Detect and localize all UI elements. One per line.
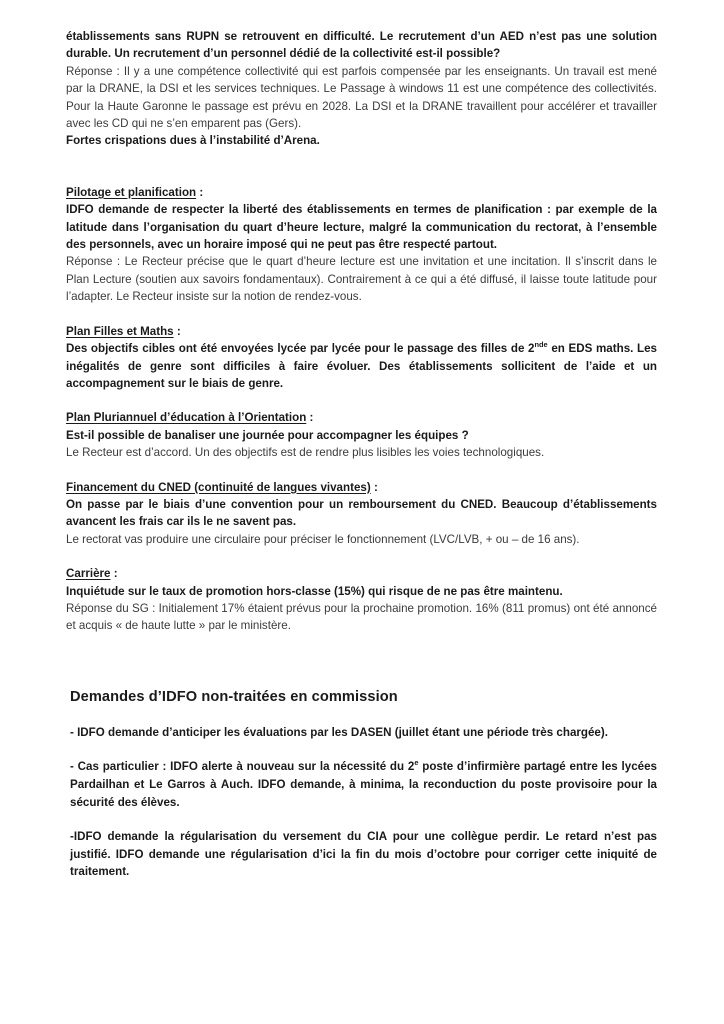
spacer [66, 392, 657, 409]
intro-closing: Fortes crispations dues à l’instabilité d’Arena. [66, 134, 320, 148]
demandes-item-2 [70, 758, 657, 811]
section-cned [66, 479, 657, 549]
filles-maths-body [66, 340, 657, 392]
filles-maths-body-part1: Des objectifs cibles ont été envoyées lycée par lycée pour le passage des filles de 2 [66, 342, 535, 356]
intro-answer: Réponse : Il y a une compétence collectivité qui est parfois compensée par les enseignants. Un travail est mené par la DRANE, la DSI et les services techniques. Le Passage à windows 11 est une compétence des collectivités. Pour la Haute Garonne le passage est prévu en 2028. La DSI et la DRANE travaillent pour accélérer et travailler avec les CD qui ne s’en emparent pas (Gers). [66, 64, 657, 131]
carriere-heading [66, 565, 657, 582]
pilotage-heading-colon: : [196, 185, 204, 199]
demandes-item-1: - IDFO demande d’anticiper les évaluations par les DASEN (juillet étant une période très chargée). [70, 725, 608, 739]
carriere-body: Inquiétude sur le taux de promotion hors-classe (15%) qui risque de ne pas être maintenu. [66, 584, 563, 598]
pilotage-heading [66, 184, 657, 201]
cned-body: On passe par le biais d’une convention pour un remboursement du CNED. Beaucoup d’établissements avancent les frais car ils le ne savent pas. [66, 497, 657, 529]
demandes-item-3: -IDFO demande la régularisation du versement du CIA pour une collègue perdir. Le retard n’est pas justifié. IDFO demande une régularisation d’ici la fin du mois d’octobre pour corriger cette iniquité de traitement. [70, 830, 657, 879]
orientation-heading-colon: : [306, 411, 314, 425]
cned-heading [66, 479, 657, 496]
carriere-heading-text: Carrière [66, 567, 111, 581]
carriere-answer: Réponse du SG : Initialement 17% étaient prévus pour la prochaine promotion. 16% (811 promus) ont été annoncé et acquis « de haute lutte » par le ministère. [66, 601, 657, 633]
spacer [66, 741, 657, 758]
orientation-question: Est-il possible de banaliser une journée pour accompagner les équipes ? [66, 428, 469, 442]
carriere-heading-colon: : [110, 567, 118, 581]
cned-answer: Le rectorat vas produire une circulaire pour préciser le fonctionnement (LVC/LVB, + ou – de 16 ans). [66, 532, 580, 546]
spacer [66, 306, 657, 323]
demandes-item-2-part1: - Cas particulier : IDFO alerte à nouveau sur la nécessité du 2 [70, 760, 415, 774]
filles-maths-body-part2: en EDS maths. Les inégalités de genre sont difficiles à faire évoluer. Des établissements sollicitent de l’aide et un accompagnement sur le biais de genre. [66, 342, 657, 390]
spacer [66, 548, 657, 565]
spacer [66, 462, 657, 479]
filles-maths-ordinal-sup: nde [534, 340, 548, 350]
pilotage-demand: IDFO demande de respecter la liberté des établissements en termes de planification : par exemple de la latitude dans l’organisation du quart d’heure lecture, malgré la communication du rectorat, à l’ensemble des personnels, avec un horaire imposé qui ne peut pas être respecté partout. [66, 203, 657, 252]
spacer [66, 811, 657, 828]
section-pilotage [66, 184, 657, 306]
orientation-answer: Le Recteur est d’accord. Un des objectifs est de rendre plus lisibles les voies technologiques. [66, 446, 545, 460]
demandes-item-2-ordinal-sup: e [414, 758, 419, 768]
filles-maths-heading-text: Plan Filles et Maths [66, 324, 174, 338]
spacer [66, 635, 657, 687]
demandes-item-2-part2: poste d’infirmière partagé entre les lycées Pardailhan et Le Garros à Auch. IDFO demande, à minima, la reconduction du poste provisoire pour la sécurité des élèves. [70, 760, 657, 809]
document-body [66, 28, 657, 881]
spacer [66, 150, 657, 184]
section-intro [66, 28, 657, 150]
intro-question: établissements sans RUPN se retrouvent en difficulté. Le recrutement d’un AED n’est pas une solution durable. Un recrutement d’un personnel dédié de la collectivité est-il possible? [66, 30, 657, 61]
section-filles-maths [66, 323, 657, 393]
filles-maths-heading [66, 323, 657, 340]
pilotage-heading-text: Pilotage et planification [66, 185, 197, 199]
filles-maths-heading-colon: : [173, 324, 181, 338]
section-demandes [66, 687, 657, 881]
spacer [66, 707, 657, 724]
cned-heading-text: Financement du CNED (continuité de langues vivantes) [66, 480, 371, 494]
orientation-heading [66, 409, 657, 426]
orientation-heading-text: Plan Pluriannuel d’éducation à l’Orientation [66, 411, 307, 425]
demandes-heading: Demandes d’IDFO non-traitées en commission [70, 688, 398, 705]
section-orientation [66, 409, 657, 461]
pilotage-answer: Réponse : Le Recteur précise que le quart d’heure lecture est une invitation et une incitation. Il s’inscrit dans le Plan Lecture (soutien aux savoirs fondamentaux). Contrairement à ce qui a été diffusé, il laisse toute latitude pour l’adapter. Le Recteur insiste sur la notion de rendez-vous. [66, 255, 657, 304]
section-carriere [66, 565, 657, 635]
cned-heading-colon: : [370, 480, 378, 494]
